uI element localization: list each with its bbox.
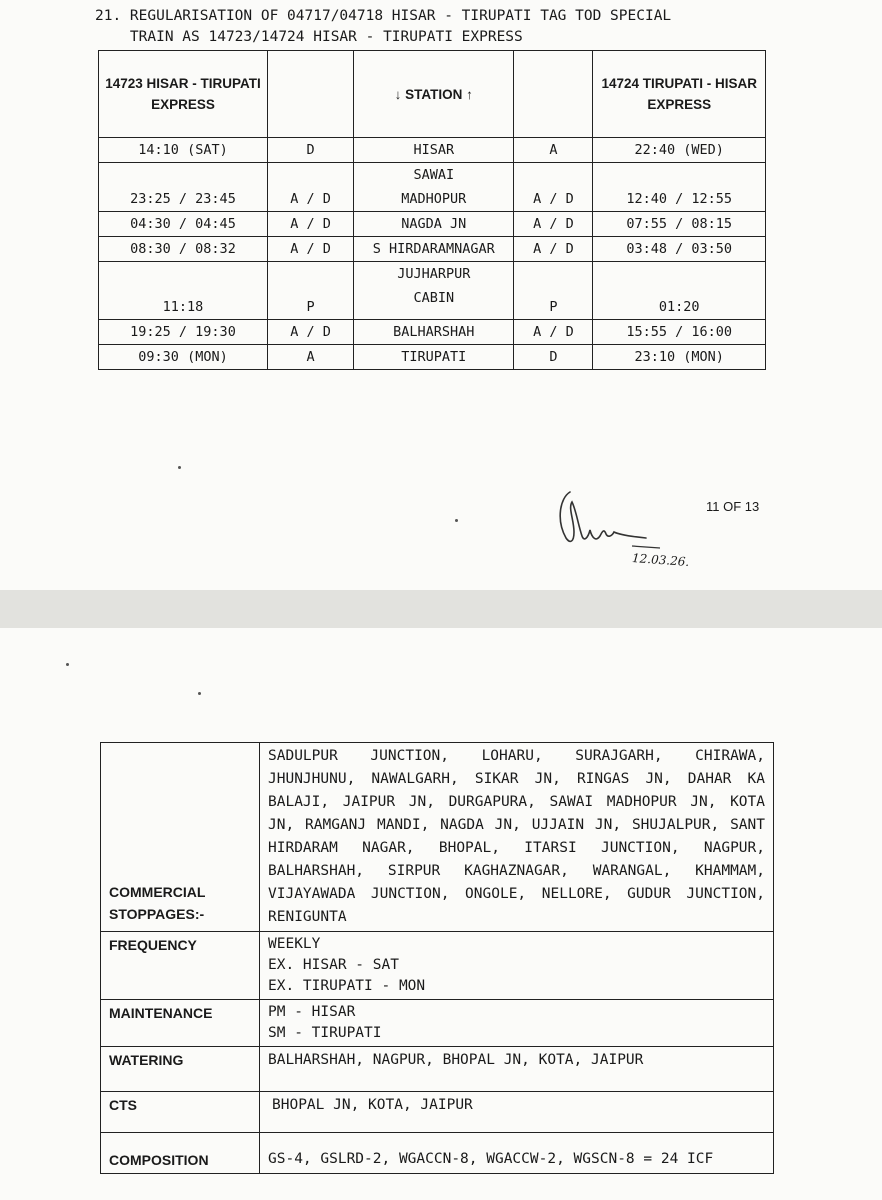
station-name: NAGDA JN [354,212,514,237]
scan-speck [455,519,458,522]
detail-row-maintenance [101,1000,774,1047]
frequency-line: EX. HISAR - SAT [268,957,399,973]
up-code: A / D [514,163,593,212]
down-time: 23:25 / 23:45 [99,163,268,212]
table-row [99,262,766,320]
down-code: A / D [268,320,354,345]
down-time: 09:30 (MON) [99,345,268,370]
up-time: 03:48 / 03:50 [593,237,766,262]
maintenance-line: PM - HISAR [268,1004,356,1020]
down-code: A / D [268,212,354,237]
detail-row-frequency [101,932,774,1000]
up-code: D [514,345,593,370]
value-maintenance [260,1000,774,1047]
timetable [98,50,766,370]
label-watering: WATERING [101,1047,260,1092]
value-frequency [260,932,774,1000]
header-blank-left [268,51,354,138]
heading-line-2: TRAIN AS 14723/14724 HISAR - TIRUPATI EXPRESS [95,29,523,45]
up-time: 01:20 [593,262,766,320]
label-frequency: FREQUENCY [101,932,260,1000]
up-code: A / D [514,212,593,237]
label-commercial-stoppages: COMMERCIAL STOPPAGES:- [101,743,260,932]
table-row [99,138,766,163]
up-code: A / D [514,237,593,262]
value-composition: GS-4, GSLRD-2, WGACCN-8, WGACCW-2, WGSCN-8 = 24 ICF [260,1133,774,1174]
scan-speck [66,663,69,666]
table-row [99,163,766,212]
value-commercial-stoppages: SADULPUR JUNCTION, LOHARU, SURAJGARH, CHIRAWA, JHUNJHUNU, NAWALGARH, SIKAR JN, RINGAS JN, DAHAR KA BALAJI, JAIPUR JN, DURGAPURA, SAWAI MADHOPUR JN, KOTA JN, RAMGANJ MANDI, NAGDA JN, UJJAIN JN, SHUJALPUR, SANT HIRDARAM NAGAR, BHOPAL, ITARSI JUNCTION, NAGPUR, BALHARSHAH, SIRPUR KAGHAZNAGAR, WARANGAL, KHAMMAM, VIJAYAWADA JUNCTION, ONGOLE, NELLORE, GUDUR JUNCTION, RENIGUNTA [260,743,774,932]
page-number: 11 OF 13 [706,499,760,514]
down-code: A [268,345,354,370]
table-row [99,212,766,237]
details-table [100,742,774,1174]
detail-row-cts [101,1092,774,1133]
heading-line-1: 21. REGULARISATION OF 04717/04718 HISAR - TIRUPATI TAG TOD SPECIAL [95,8,672,24]
maintenance-line: SM - TIRUPATI [268,1025,382,1041]
label-cts: CTS [101,1092,260,1133]
up-code: A / D [514,320,593,345]
station-name: JUJHARPUR CABIN [354,262,514,320]
station-name: TIRUPATI [354,345,514,370]
upper-page [0,0,882,590]
detail-row-watering [101,1047,774,1092]
down-code: A / D [268,237,354,262]
value-cts: BHOPAL JN, KOTA, JAIPUR [260,1092,774,1133]
station-name: BALHARSHAH [354,320,514,345]
label-maintenance: MAINTENANCE [101,1000,260,1047]
header-train-down: 14723 HISAR - TIRUPATI EXPRESS [99,51,268,138]
section-heading [95,6,795,48]
down-code: A / D [268,163,354,212]
down-time: 19:25 / 19:30 [99,320,268,345]
up-time: 07:55 / 08:15 [593,212,766,237]
down-time: 04:30 / 04:45 [99,212,268,237]
header-station: ↓ STATION ↑ [354,51,514,138]
up-time: 23:10 (MON) [593,345,766,370]
down-time: 14:10 (SAT) [99,138,268,163]
frequency-line: WEEKLY [268,936,321,952]
value-watering: BALHARSHAH, NAGPUR, BHOPAL JN, KOTA, JAIPUR [260,1047,774,1092]
label-composition: COMPOSITION [101,1133,260,1174]
up-time: 12:40 / 12:55 [593,163,766,212]
up-time: 15:55 / 16:00 [593,320,766,345]
detail-row-composition [101,1133,774,1174]
frequency-line: EX. TIRUPATI - MON [268,978,426,994]
table-row [99,345,766,370]
station-name: SAWAI MADHOPUR [354,163,514,212]
scan-speck [178,466,181,469]
table-row [99,320,766,345]
down-code: D [268,138,354,163]
up-time: 22:40 (WED) [593,138,766,163]
timetable-header-row [99,51,766,138]
down-code: P [268,262,354,320]
up-code: A [514,138,593,163]
scan-speck [198,692,201,695]
page-gap [0,590,882,628]
station-name: HISAR [354,138,514,163]
up-code: P [514,262,593,320]
signature-date: 12.03.26. [631,551,690,569]
down-time: 11:18 [99,262,268,320]
station-name: S HIRDARAMNAGAR [354,237,514,262]
header-train-up: 14724 TIRUPATI - HISAR EXPRESS [593,51,766,138]
detail-row-stoppages [101,743,774,932]
header-blank-right [514,51,593,138]
table-row [99,237,766,262]
down-time: 08:30 / 08:32 [99,237,268,262]
